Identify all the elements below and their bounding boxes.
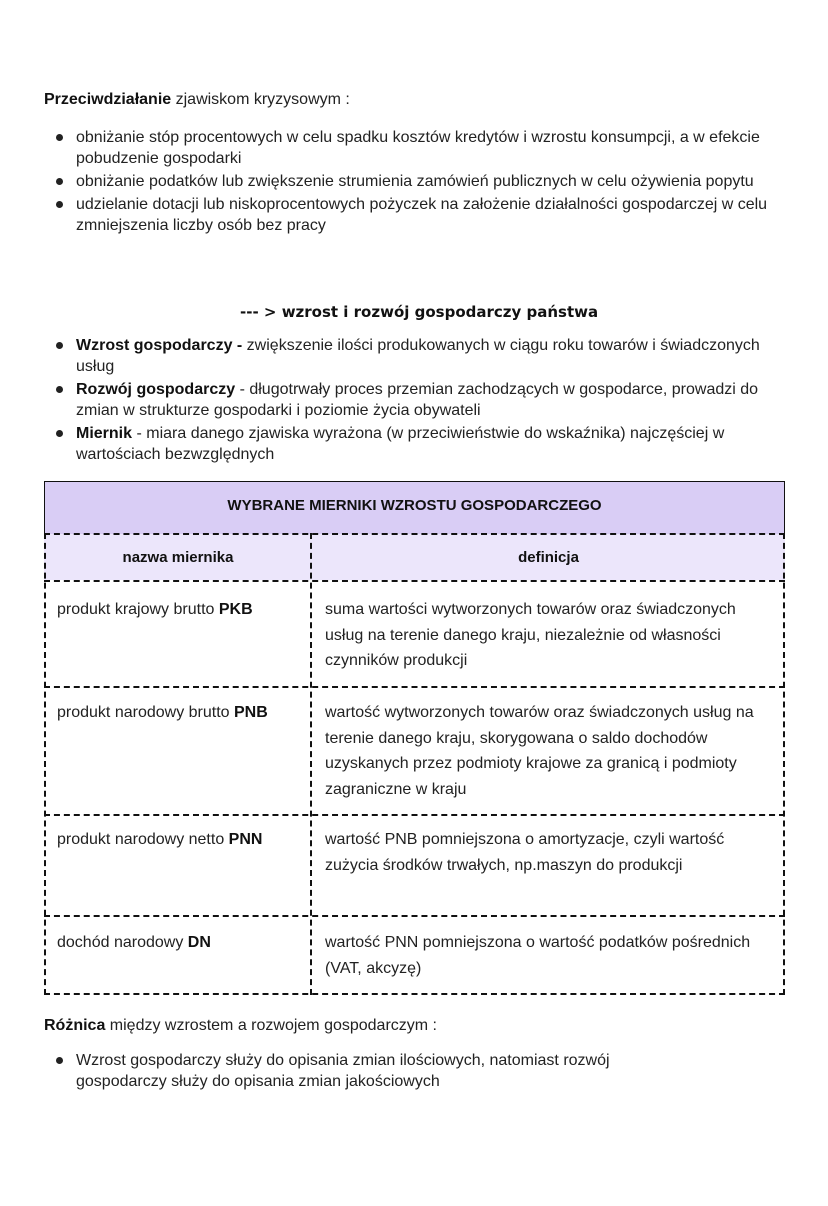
table-cell-definition: wartość PNB pomniejszona o amortyzacje, czyli wartość zużycia środków trwałych, np.maszyn do produkcji bbox=[325, 831, 725, 874]
bullet-icon bbox=[56, 342, 63, 349]
bullet-icon bbox=[56, 1057, 63, 1064]
bullet-icon bbox=[56, 201, 63, 208]
table-cell-name: produkt narodowy netto PNN bbox=[57, 831, 263, 848]
list-item bbox=[44, 423, 789, 465]
definition-text: zwiększenie ilości produkowanych w ciągu roku towarów i świadczonych usług bbox=[76, 337, 760, 375]
table-border-left bbox=[44, 533, 46, 995]
table-divider bbox=[44, 915, 785, 917]
difference-heading-rest: między wzrostem a rozwojem gospodarczym : bbox=[105, 1017, 437, 1034]
intro-heading-rest: zjawiskom kryzysowym : bbox=[171, 91, 350, 108]
intro-heading-bold: Przeciwdziałanie bbox=[44, 91, 172, 108]
definitions-list bbox=[44, 335, 789, 467]
table-cell-name: produkt narodowy brutto PNB bbox=[57, 704, 268, 721]
table-column-divider bbox=[310, 533, 312, 995]
definition-text: - długotrwały proces przemian zachodzących w gospodarce, prowadzi do zmian w strukturze gospodarki i poziomie życia obywateli bbox=[76, 381, 759, 419]
definition-term: Miernik bbox=[76, 425, 133, 442]
bullet-icon bbox=[56, 134, 63, 141]
bullet-icon bbox=[56, 430, 63, 437]
table-divider bbox=[44, 814, 785, 816]
list-item-text: obniżanie stóp procentowych w celu spadku kosztów kredytów i wzrostu konsumpcji, a w efekcie pobudzenie gospodarki bbox=[76, 129, 760, 167]
list-item bbox=[44, 1050, 704, 1092]
table-title: WYBRANE MIERNIKI WZROSTU GOSPODARCZEGO bbox=[227, 497, 602, 514]
list-item-text: obniżanie podatków lub zwiększenie strumienia zamówień publicznych w celu ożywienia popytu bbox=[76, 173, 754, 190]
table-cell-name: dochód narodowy DN bbox=[57, 934, 211, 951]
column-header-name: nazwa miernika bbox=[122, 549, 234, 566]
difference-heading bbox=[44, 1015, 437, 1037]
definition-term: Rozwój gospodarczy bbox=[76, 381, 236, 398]
table-divider bbox=[44, 686, 785, 688]
bullet-icon bbox=[56, 178, 63, 185]
table-divider bbox=[44, 580, 785, 582]
list-item-text: udzielanie dotacji lub niskoprocentowych pożyczek na założenie działalności gospodarczej w celu zmniejszenia liczby osób bez pracy bbox=[76, 196, 768, 234]
table-cell-name: produkt krajowy brutto PKB bbox=[57, 601, 253, 618]
table-cell-definition: wartość PNN pomniejszona o wartość podatków pośrednich (VAT, akcyzę) bbox=[325, 934, 751, 977]
measures-table bbox=[44, 481, 785, 996]
definition-text: - miara danego zjawiska wyrażona (w przeciwieństwie do wskaźnika) najczęściej w wartościach bezwzględnych bbox=[76, 425, 725, 463]
intro-heading bbox=[44, 89, 784, 111]
list-item bbox=[44, 171, 789, 192]
list-item bbox=[44, 335, 789, 377]
difference-list bbox=[44, 1050, 704, 1092]
list-item bbox=[44, 127, 789, 169]
list-item bbox=[44, 194, 789, 236]
bullet-icon bbox=[56, 386, 63, 393]
table-border-right bbox=[783, 533, 785, 995]
list-item bbox=[44, 379, 789, 421]
table-cell-definition: suma wartości wytworzonych towarów oraz świadczonych usług na terenie danego kraju, niezależnie od własności czynników produkcji bbox=[325, 601, 736, 670]
difference-heading-bold: Różnica bbox=[44, 1017, 106, 1034]
countermeasures-list bbox=[44, 127, 789, 238]
definition-term: Wzrost gospodarczy - bbox=[76, 337, 243, 354]
table-cell-definition: wartość wytworzonych towarów oraz świadczonych usług na terenie danego kraju, skorygowana o saldo dochodów uzyskanych przez podmioty krajowe za granicą i podmioty zagraniczne w kraju bbox=[325, 704, 754, 798]
section-heading: --- > wzrost i rozwój gospodarczy państwa bbox=[240, 303, 599, 321]
list-item-text: Wzrost gospodarczy służy do opisania zmian ilościowych, natomiast rozwój gospodarczy służy do opisania zmian jakościowych bbox=[76, 1052, 610, 1090]
column-header-definition: definicja bbox=[518, 549, 579, 566]
table-divider bbox=[44, 533, 785, 535]
table-divider bbox=[44, 993, 785, 995]
